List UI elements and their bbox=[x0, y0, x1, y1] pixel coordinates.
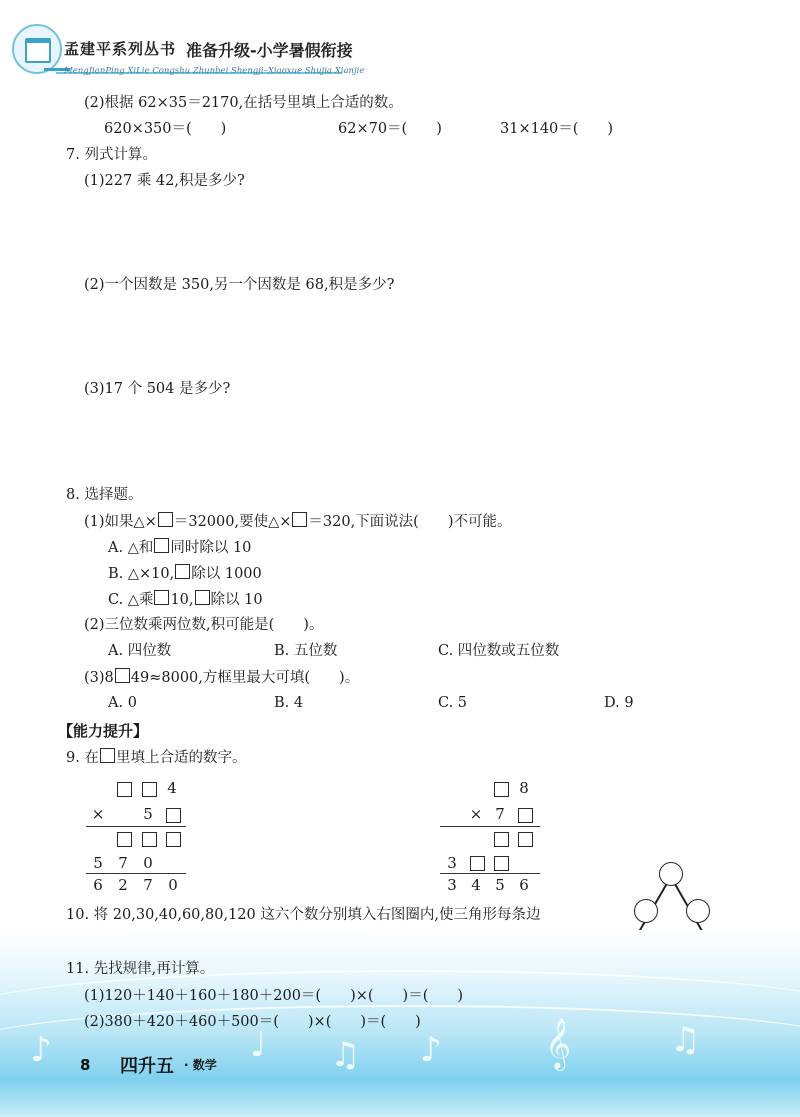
q8-p1-text-a: (1)如果△× bbox=[84, 514, 157, 530]
q7-part1: (1)227 乘 42,积是多少? bbox=[84, 173, 245, 189]
blank-box bbox=[292, 512, 307, 527]
q9-title bbox=[66, 748, 246, 767]
q7-part2: (2)一个因数是 350,另一个因数是 68,积是多少? bbox=[84, 277, 395, 293]
blank-box bbox=[195, 590, 210, 605]
calc2-rule bbox=[440, 826, 540, 827]
calc1-digit: 5 bbox=[143, 805, 153, 823]
q8-p3-option-d: D. 9 bbox=[604, 695, 634, 711]
calc1-digit: 6 bbox=[93, 876, 103, 894]
q8-option-b bbox=[108, 564, 262, 583]
q8-opt-c-post: 除以 10 bbox=[210, 592, 263, 608]
logo-icon bbox=[12, 24, 62, 74]
q7-title: 7. 列式计算。 bbox=[66, 147, 157, 163]
calc1-times: × bbox=[91, 805, 105, 823]
q6-blank-a: 620×350＝( ) bbox=[104, 121, 227, 137]
treble-clef-icon: 𝄞 bbox=[545, 1018, 572, 1069]
blank-box bbox=[154, 590, 169, 605]
calc1-box bbox=[117, 832, 132, 847]
book-title: 准备升级-小学暑假衔接 bbox=[186, 41, 353, 60]
q7-part3: (3)17 个 504 是多少? bbox=[84, 381, 231, 397]
q8-opt-c-pre: C. △乘 bbox=[108, 592, 154, 608]
q9-title-pre: 9. 在 bbox=[66, 750, 99, 766]
calc2-box bbox=[494, 782, 509, 797]
calc2-times: × bbox=[469, 805, 483, 823]
q8-p2-option-b: B. 五位数 bbox=[274, 643, 338, 659]
calc1-digit: 5 bbox=[93, 854, 103, 872]
q8-opt-b-post: 除以 1000 bbox=[191, 566, 262, 582]
q8-opt-c-mid: 10, bbox=[170, 592, 194, 608]
music-note-icon: ♫ bbox=[670, 1020, 701, 1060]
footer-subject: · 数学 bbox=[184, 1058, 217, 1072]
music-note-icon: ♫ bbox=[330, 1035, 361, 1075]
q8-p3-option-b: B. 4 bbox=[274, 695, 304, 711]
calc2-digit: 8 bbox=[519, 779, 529, 797]
q8-p3-pre: (3)8 bbox=[84, 670, 114, 686]
q8-p3-option-c: C. 5 bbox=[438, 695, 468, 711]
q8-opt-b-pre: B. △×10, bbox=[108, 566, 175, 582]
section-heading: 【能力提升】 bbox=[58, 722, 149, 740]
blank-box bbox=[158, 512, 173, 527]
q8-part3 bbox=[84, 668, 359, 687]
footer-grade: 四升五 bbox=[120, 1056, 174, 1077]
triangle-circle-right-mid bbox=[686, 899, 710, 923]
q8-p2-option-c: C. 四位数或五位数 bbox=[438, 643, 560, 659]
calc2-digit: 3 bbox=[447, 876, 457, 894]
music-note-icon: ♪ bbox=[30, 1030, 52, 1070]
triangle-circle-top bbox=[659, 862, 683, 886]
q8-p1-text-c: ＝320,下面说法( )不可能。 bbox=[308, 514, 512, 530]
calc1-digit: 4 bbox=[167, 779, 177, 797]
q11-part1: (1)120＋140＋160＋180＋200＝( )×( )＝( ) bbox=[84, 988, 464, 1004]
calc1-digit: 0 bbox=[168, 876, 178, 894]
calc2-box bbox=[494, 856, 509, 871]
q8-p3-post: 49≈8000,方框里最大可填( )。 bbox=[130, 670, 360, 686]
calc2-box bbox=[494, 832, 509, 847]
q8-part1 bbox=[84, 512, 512, 531]
q8-p3-option-a: A. 0 bbox=[108, 695, 137, 711]
header-pinyin: MengJianPing XiLie Congshu Zhunbei Shengji–Xiaoxue Shujia Xianjie bbox=[64, 66, 365, 76]
music-note-icon: ♩ bbox=[250, 1025, 267, 1065]
music-note-icon: ♪ bbox=[420, 1030, 442, 1070]
calc2-box bbox=[518, 808, 533, 823]
q6-blank-c: 31×140＝( ) bbox=[500, 121, 614, 137]
blank-box bbox=[154, 538, 169, 553]
calc1-digit: 7 bbox=[143, 876, 153, 894]
calc1-digit: 0 bbox=[143, 854, 153, 872]
q8-p1-text-b: ＝32000,要使△× bbox=[173, 514, 292, 530]
q8-option-c bbox=[108, 590, 263, 609]
q11-title: 11. 先找规律,再计算。 bbox=[66, 961, 215, 977]
q10-line1: 10. 将 20,30,40,60,80,120 这六个数分别填入右图圈内,使三角形每条边 bbox=[66, 907, 541, 923]
calc2-digit: 4 bbox=[471, 876, 481, 894]
q8-opt-a-pre: A. △和 bbox=[108, 540, 154, 556]
calc1-box bbox=[166, 832, 181, 847]
calc2-box bbox=[470, 856, 485, 871]
calc2-rule bbox=[440, 873, 540, 874]
q6-blank-b: 62×70＝( ) bbox=[338, 121, 442, 137]
q8-title: 8. 选择题。 bbox=[66, 487, 143, 503]
calc1-box bbox=[117, 782, 132, 797]
q8-option-a bbox=[108, 538, 251, 557]
calc1-rule bbox=[86, 826, 186, 827]
calc1-box bbox=[142, 782, 157, 797]
calc2-digit: 3 bbox=[447, 854, 457, 872]
q6-part2: (2)根据 62×35＝2170,在括号里填上合适的数。 bbox=[84, 95, 403, 111]
series-title: 孟建平系列丛书 bbox=[64, 40, 177, 58]
calc2-digit: 5 bbox=[495, 876, 505, 894]
blank-box bbox=[175, 564, 190, 579]
q11-part2: (2)380＋420＋460＋500＝( )×( )＝( ) bbox=[84, 1014, 421, 1030]
calc2-digit: 7 bbox=[495, 805, 505, 823]
calc1-box bbox=[166, 808, 181, 823]
q8-part2: (2)三位数乘两位数,积可能是( )。 bbox=[84, 617, 324, 633]
calc1-digit: 2 bbox=[118, 876, 128, 894]
page-number: 8 bbox=[80, 1056, 91, 1074]
blank-box bbox=[115, 668, 130, 683]
calc2-box bbox=[518, 832, 533, 847]
q8-p2-option-a: A. 四位数 bbox=[108, 643, 172, 659]
q9-title-post: 里填上合适的数字。 bbox=[115, 750, 247, 766]
calc1-box bbox=[142, 832, 157, 847]
calc1-digit: 7 bbox=[118, 854, 128, 872]
calc2-digit: 6 bbox=[519, 876, 529, 894]
calc1-rule bbox=[86, 873, 186, 874]
blank-box bbox=[100, 748, 115, 763]
triangle-circle-left-mid bbox=[634, 899, 658, 923]
q8-opt-a-post: 同时除以 10 bbox=[170, 540, 252, 556]
